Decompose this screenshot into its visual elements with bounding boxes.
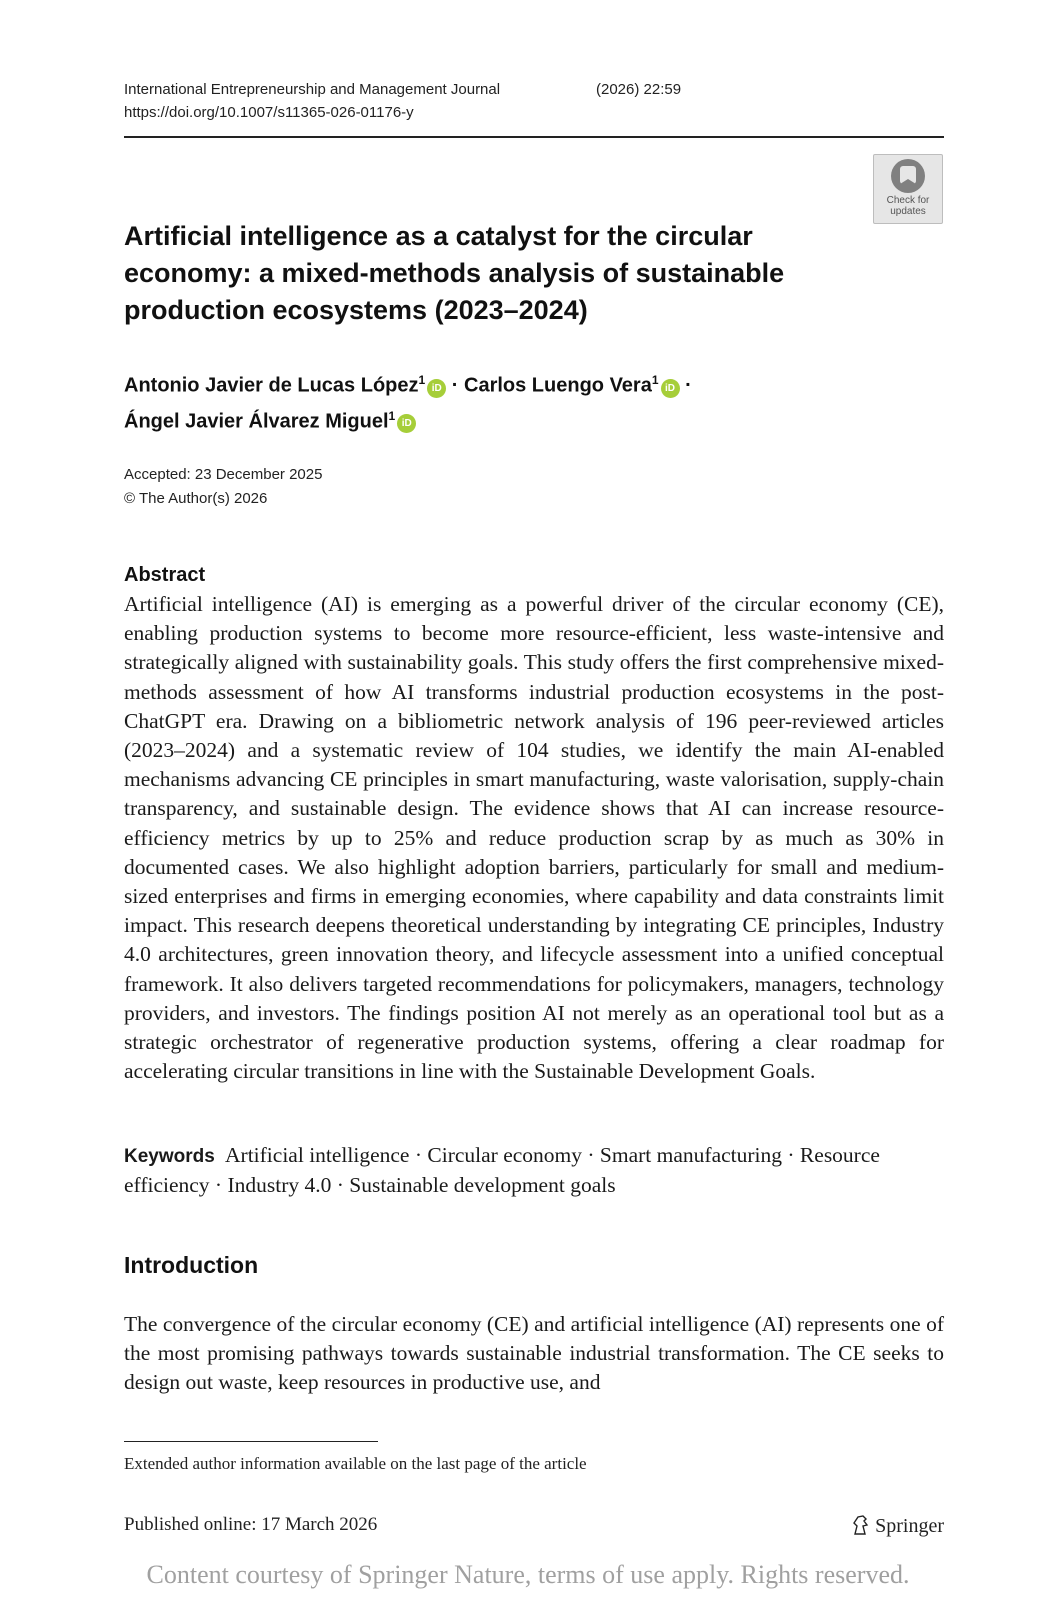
article-title: Artificial intelligence as a catalyst for the circular economy: a mixed-methods analysis of sustainable production ecosystems (2023–2024) <box>124 221 785 325</box>
courtesy-watermark: Content courtesy of Springer Nature, terms of use apply. Rights reserved. <box>146 1560 910 1589</box>
published-date: Published online: 17 March 2026 <box>124 1514 378 1535</box>
orcid-icon[interactable]: iD <box>397 414 416 433</box>
issue-citation: (2026) 22:59 <box>596 81 682 98</box>
footnote: Extended author information available on the last page of the article <box>124 1454 587 1473</box>
orcid-icon[interactable]: iD <box>661 379 680 398</box>
doi-link[interactable]: https://doi.org/10.1007/s11365-026-01176-y <box>124 104 414 121</box>
publisher-name: Springer <box>875 1515 944 1537</box>
author-name: Ángel Javier Álvarez Miguel <box>124 410 389 433</box>
header-rule <box>124 136 944 138</box>
keywords <box>124 1141 944 1200</box>
author-list <box>124 365 924 436</box>
accepted-date: Accepted: 23 December 2025 <box>124 466 323 483</box>
check-for-updates-badge[interactable] <box>873 154 943 224</box>
badge-line-1: Check for <box>886 195 930 206</box>
abstract-heading: Abstract <box>124 564 206 586</box>
author-separator: · <box>451 374 459 397</box>
introduction-heading: Introduction <box>124 1252 259 1278</box>
abstract-text: Artificial intelligence (AI) is emerging as a powerful driver of the circular economy (CE), enabling production systems to become more resource-efficient, less waste-intensive and strategically aligned with sustainability goals. This study offers the first comprehensive mixed-methods assessment of how AI transforms industrial production ecosystems in the post-ChatGPT era. Drawing on a bibliometric network analysis of 196 peer-reviewed articles (2023–2024) and a systematic review of 104 studies, we identify the main AI-enabled mechanisms advancing CE principles in smart manufacturing, waste valorisation, supply-chain transparency, and sustainable design. The evidence shows that AI can increase resource-efficiency metrics by up to 25% and reduce production scrap by as much as 30% in documented cases. We also highlight adoption barriers, particularly for small and medium-sized enterprises and firms in emerging economies, where capability and data constraints limit impact. This research deepens theoretical understanding by integrating CE principles, Industry 4.0 architectures, green innovation theory, and lifecycle assessment into a unified conceptual framework. It also delivers targeted recommendations for policymakers, managers, technology providers, and investors. The findings position AI not merely as an operational tool but as a strategic orchestrator of regenerative production systems, offering a clear roadmap for accelerating circular transitions in line with the Sustainable Development Goals. <box>124 592 944 1084</box>
footnote-rule <box>124 1441 378 1442</box>
author-name: Antonio Javier de Lucas López <box>124 374 419 397</box>
journal-name: International Entrepreneurship and Management Journal <box>124 81 501 98</box>
keywords-label: Keywords <box>124 1146 215 1167</box>
author-separator: · <box>685 374 692 397</box>
bookmark-icon <box>891 159 925 193</box>
author-name: Carlos Luengo Vera <box>464 374 652 397</box>
article-dates <box>124 463 322 511</box>
introduction-text: The convergence of the circular economy (CE) and artificial intelligence (AI) represents one of the most promising pathways towards sustainable industrial transformation. The CE seeks to design out waste, keep resources in productive use, and <box>124 1312 944 1395</box>
author-affiliation: 1 <box>418 373 426 387</box>
springer-horse-icon <box>851 1514 871 1536</box>
author-affiliation: 1 <box>651 373 659 387</box>
keywords-text: Artificial intelligence · Circular economy · Smart manufacturing · Resource efficiency · Industry 4.0 · Sustainable development goals <box>124 1143 880 1197</box>
author-affiliation: 1 <box>388 408 396 423</box>
publisher-logo <box>851 1513 944 1539</box>
copyright-notice: © The Author(s) 2026 <box>124 490 268 507</box>
orcid-icon[interactable]: iD <box>427 379 446 398</box>
journal-header <box>124 78 944 124</box>
badge-line-2: updates <box>890 206 926 217</box>
